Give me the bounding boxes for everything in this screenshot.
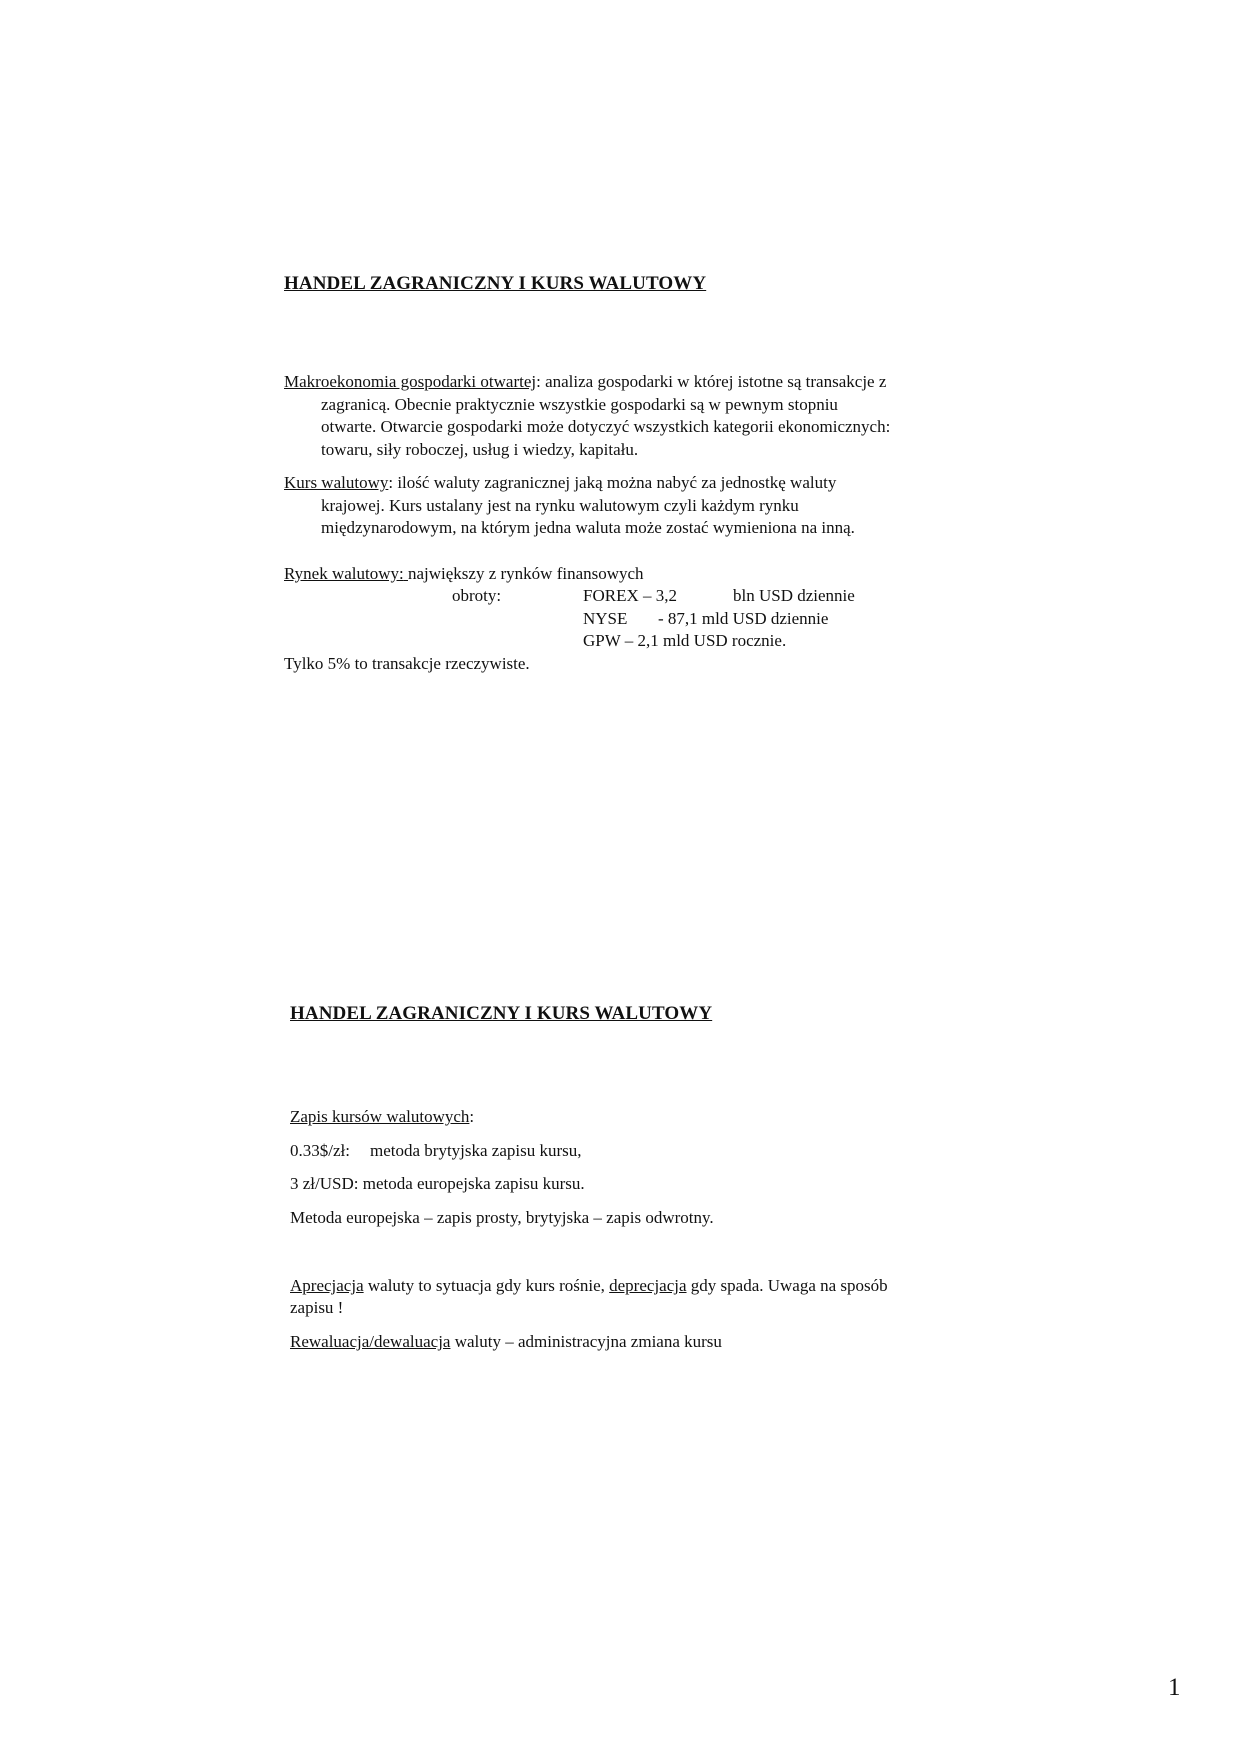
rewaluacja-rest: waluty – administracyjna zmiana kursu bbox=[450, 1332, 722, 1351]
macro-line-3: otwarte. Otwarcie gospodarki może dotyczyć wszystkich kategorii ekonomicznych: bbox=[321, 417, 891, 436]
zapis-colon: : bbox=[469, 1107, 475, 1126]
kurs-line-3: międzynarodowym, na którym jedna waluta może zostać wymieniona na inną. bbox=[321, 518, 855, 537]
deprecjacja-term: deprecjacja bbox=[609, 1276, 687, 1295]
zapis-heading bbox=[290, 1106, 474, 1129]
section-2-title: HANDEL ZAGRANICZNY I KURS WALUTOWY bbox=[290, 1003, 713, 1024]
forex-value: FOREX – 3,2 bbox=[583, 586, 677, 605]
rynek-desc: największy z rynków finansowych bbox=[407, 564, 644, 583]
rynek-term: Rynek walutowy: bbox=[284, 564, 404, 583]
aprecjacja-term: Aprecjacja bbox=[290, 1276, 364, 1295]
macro-line-4: towaru, siły roboczej, usług i wiedzy, kapitału. bbox=[321, 439, 639, 459]
zapis-term: Zapis kursów walutowych bbox=[290, 1107, 470, 1126]
macro-line-1: : analiza gospodarki w której istotne są transakcje z bbox=[536, 372, 887, 391]
gpw-value: GPW – 2,1 mld USD rocznie. bbox=[583, 631, 787, 650]
brit-desc: metoda brytyjska zapisu kursu, bbox=[370, 1141, 582, 1160]
macro-term: Makroekonomia gospodarki otwartej bbox=[284, 372, 537, 391]
nyse-label: NYSE bbox=[583, 609, 628, 628]
aprecjacja-end: gdy spada. Uwaga na sposób bbox=[686, 1276, 888, 1295]
metoda-line: Metoda europejska – zapis prosty, brytyjska – zapis odwrotny. bbox=[290, 1208, 714, 1227]
section-1-title: HANDEL ZAGRANICZNY I KURS WALUTOWY bbox=[284, 273, 707, 294]
macro-paragraph bbox=[284, 371, 984, 461]
aprecjacja-line-2: zapisu ! bbox=[290, 1298, 344, 1317]
kurs-line-1: : ilość waluty zagranicznej jaką można nabyć za jednostkę waluty bbox=[388, 473, 837, 492]
nyse-value: - 87,1 mld USD dziennie bbox=[658, 609, 829, 628]
euro-line: 3 zł/USD: metoda europejska zapisu kursu. bbox=[290, 1174, 585, 1193]
obroty-label: obroty: bbox=[452, 586, 502, 605]
macro-line-2: zagranicą. Obecnie praktycznie wszystkie gospodarki są w pewnym stopniu bbox=[321, 394, 838, 414]
kurs-line-2: krajowej. Kurs ustalany jest na rynku walutowym czyli każdym rynku bbox=[321, 495, 799, 515]
kurs-paragraph bbox=[284, 472, 984, 540]
tylko-line: Tylko 5% to transakcje rzeczywiste. bbox=[284, 654, 530, 673]
rewaluacja-term: Rewaluacja/dewaluacja bbox=[290, 1332, 451, 1351]
rewaluacja-line bbox=[290, 1331, 722, 1354]
aprecjacja-mid: waluty to sytuacja gdy kurs rośnie, bbox=[363, 1276, 610, 1295]
brit-label: 0.33$/zł: bbox=[290, 1141, 350, 1160]
rynek-line bbox=[284, 563, 644, 586]
aprecjacja-line bbox=[290, 1275, 888, 1298]
kurs-term: Kurs walutowy bbox=[284, 473, 389, 492]
forex-unit: bln USD dziennie bbox=[733, 586, 855, 605]
page-number: 1 bbox=[1168, 1674, 1181, 1701]
